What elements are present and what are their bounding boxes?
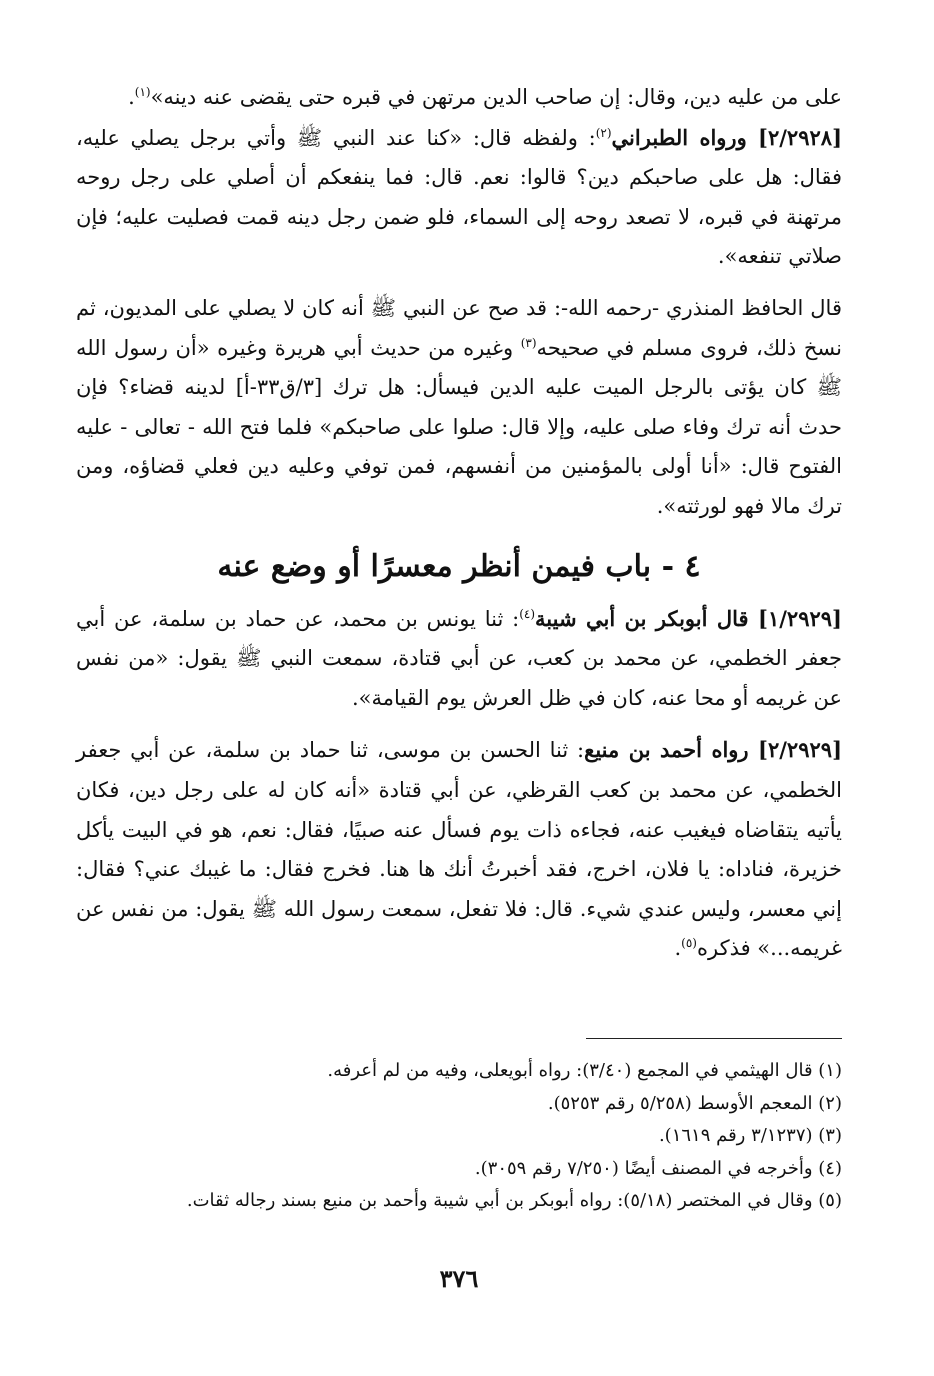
footnote-4: (٤) وأخرجه في المصنف أيضًا (٧/٢٥٠ رقم ٣٠٥٩). [474, 1157, 842, 1179]
hadith-2929-2-tail: . [674, 936, 682, 961]
mundhiri-text-2: وغيره من حديث أبي هريرة وغيره «أن رسول الله ﷺ كان يؤتى بالرجل الميت عليه الدين فيسأل: هل ترك [٣/ق٣٣-أ] لدينه قضاء؟ فإن حدث أنه ترك وفاء صلى عليه، وإلا قال: صلوا على صاحبكم» فلما فتح الله - تعالى - عليه الفتوح قال: «أنا أولى بالمؤمنين من أنفسهم، فمن توفي وعليه دين فعلي قضاؤه، ومن ترك مالا فهو لورثته». [76, 335, 842, 518]
hadith-ref-2929-1: [١/٢٩٢٩] قال أبوبكر بن أبي شيبة [535, 605, 842, 631]
book-page [76, 78, 842, 1318]
hadith-ref-2928-2: [٢/٢٩٢٨] ورواه الطبراني [611, 124, 842, 150]
footnote-marker-4: (٤) [519, 606, 536, 621]
footnote-marker-2: (٢) [595, 125, 612, 140]
mundhiri-commentary [76, 289, 842, 527]
paragraph-1 [76, 78, 842, 118]
footnote-marker-5: (٥) [681, 936, 697, 951]
footnote-1: (١) قال الهيثمي في المجمع (٣/٤٠): رواه أبويعلى، وفيه من لم أعرفه. [327, 1060, 842, 1081]
hadith-ref-2929-2: [٢/٢٩٢٩] رواه أحمد بن منيع [584, 737, 842, 763]
mundhiri-text-1: قال الحافظ المنذري -رحمه الله-: قد صح عن النبي ﷺ أنه كان لا يصلي على المديون، ثم نسخ ذلك، فروى مسلم في صحيحه [76, 295, 842, 360]
paragraph-1-tail: . [128, 85, 135, 109]
paragraph-1-text: على من عليه دين، وقال: إن صاحب الدين مرتهن في قبره حتى يقضى عنه دينه» [150, 85, 842, 109]
footnote-3: (٣) (٣/١٢٣٧ رقم ١٦١٩). [658, 1125, 842, 1147]
footnote-5: (٥) وقال في المختصر (٥/١٨): رواه أبوبكر بن أبي شيبة وأحمد بن منيع بسند رجاله ثقات. [186, 1190, 842, 1212]
footnotes [76, 1055, 842, 1218]
hadith-2928-2-text: : ولفظه قال: «كنا عند النبي ﷺ وأتي برجل يصلي عليه، فقال: هل على صاحبكم دين؟ قالوا: نعم. قال: فما ينفعكم أن أصلي على رجل روحه مرتهنة في قبره، لا تصعد روحه إلى السماء، فلو ضمن رجل دينه قمت فصليت عليه؛ فإن صلاتي تنفعه». [76, 125, 842, 269]
chapter-heading: ٤ - باب فيمن أنظر معسرًا أو وضع عنه [217, 548, 701, 584]
hadith-2928-2 [76, 118, 842, 277]
page-number: ٣٧٦ [439, 1264, 479, 1293]
footnote-marker-1: (١) [134, 85, 151, 99]
footnote-marker-3: (٣) [520, 335, 537, 350]
hadith-2929-1-text: : ثنا يونس بن محمد، عن حماد بن سلمة، عن أبي جعفر الخطمي، عن محمد بن كعب، عن أبي قتادة، سمعت النبي ﷺ يقول: «من نفس عن غريمه أو محا عنه، كان في ظل العرش يوم القيامة». [76, 606, 842, 710]
footnote-separator [586, 1038, 842, 1039]
footnote-2: (٢) المعجم الأوسط (٥/٢٥٨ رقم ٥٢٥٣). [547, 1092, 842, 1114]
hadith-2929-1 [76, 599, 842, 719]
hadith-2929-2-text: : ثنا الحسن بن موسى، ثنا حماد بن سلمة، عن أبي جعفر الخطمي، عن محمد بن كعب القرظي، عن أبي قتادة «أنه كان له على رجل دين، فكان يأتيه يتقاضاه فيغيب عنه، فجاءه ذات يوم فسأل عنه صبيًا، فقال: نعم، هو في البيت يأكل خزيرة، فناداه: يا فلان، اخرج، فقد أخبرتُ أنك ها هنا. فخرج فقال: ما غيبك عني؟ فقال: إني معسر، وليس عندي شيء. قال: فلا تفعل، سمعت رسول الله ﷺ يقول: من نفس عن غريمه...» فذكره [76, 738, 842, 961]
hadith-2929-2 [76, 730, 842, 969]
